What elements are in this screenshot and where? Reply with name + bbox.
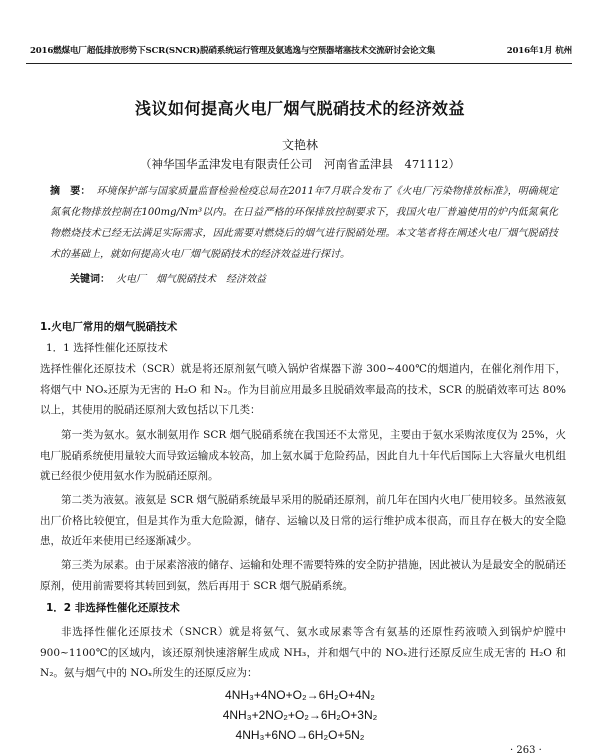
section-heading: 1.火电厂常用的烟气脱硝技术 [40,321,178,333]
journal-name: 2016燃煤电厂超低排放形势下SCR(SNCR)脱硝系统运行管理及氨逃逸与空预器堵塞技术交流研讨会论文集 [30,46,436,56]
author-affiliation: （神华国华孟津发电有限责任公司 河南省孟津县 471112） [140,157,460,171]
page-number: · 263 · [510,745,542,756]
author-name: 文艳林 [281,138,318,152]
paragraph-liquid-ammonia: 第二类为液氨。液氨是 SCR 烟气脱硝系统最早采用的脱硝还原剂，前几年在国内火电厂使用较多。虽然液氨出厂价格比较便宜，但是其作为重大危险源，储存、运输以及日常的运行维护成本很高，而且存在极大的安全隐患，故近年来使用已经逐渐减少。 [40,494,566,548]
paragraph-sncr: 非选择性催化还原技术（SNCR）就是将氨气、氨水或尿素等含有氨基的还原性药液喷入到锅炉炉膛中 900~1100℃的区域内，该还原剂快速溶解生成成 NH₃，并和烟气中的 NOₓ进行还原反应生成无害的 H₂O 和 N₂。氨与烟气中的 NOₓ所发生的还原反应为： [40,626,566,680]
reaction-equation: 4NH₃+4NO+O₂→6H₂O+4N₂ [225,688,375,702]
header-date: 2016年1月 杭州 [506,46,572,56]
header-rule [26,63,572,64]
keywords [70,270,266,285]
reaction-equation: 4NH₃+2NO₂+O₂→6H₂O+3N₂ [222,708,378,722]
subsection-heading: 1．1 选择性催化还原技术 [46,342,168,354]
paragraph-ammonia-water: 第一类为氨水。氨水制氨用作 SCR 烟气脱硝系统在我国还不太常见，主要由于氨水采购浓度仅为 25%，火电厂脱硝系统使用量较大而导致运输成本较高，加上氨水属于危险药品，因此自九十年代后国际上大容量火电机组就已经很少使用氨水作为脱硝还原剂。 [40,429,566,483]
subsection-heading: 1．2 非选择性催化还原技术 [46,602,180,614]
keywords-label: 关键词： [70,274,110,285]
running-header [30,44,572,56]
paragraph-urea: 第三类为尿素。由于尿素溶液的储存、运输和处理不需要特殊的安全防护措施，因此被认为是最安全的脱硝还原剂，使用前需要将其转回到氨，然后再用于 SCR 烟气脱硝系统。 [40,559,566,592]
abstract-text: 环境保护部与国家质量监督检验检疫总局在2011年7月联合发布了《火电厂污染物排放标准》，明确规定氮氧化物排放控制在100mg/Nm³以内。在日益严格的环保排放控制要求下，我国火电厂普遍使用的炉内低氮氧化物燃烧技术已经无法满足实际需求，因此需要对燃烧后的烟气进行脱硝处理。本文笔者将在阐述火电厂烟气脱硝技术的基础上，就如何提高火电厂烟气脱硝技术的经济效益进行探讨。 [50,186,559,260]
reaction-equation: 4NH₃+6NO→6H₂O+5N₂ [235,728,365,742]
paragraph-scr-intro: 选择性催化还原技术（SCR）就是将还原剂氨气喷入锅炉省煤器下游 300~400℃的烟道内，在催化剂作用下，将烟气中 NOₓ还原为无害的 H₂O 和 N₂。作为目前应用最多且脱硝效率最高的技术，SCR 的脱硝效率可达 80%以上，其使用的脱硝还原剂大致包括以下几类： [40,363,566,417]
abstract [50,181,558,265]
article-title: 浅议如何提高火电厂烟气脱硝技术的经济效益 [134,99,465,118]
keywords-text: 火电厂 烟气脱硝技术 经济效益 [116,274,266,285]
abstract-label: 摘 要： [50,186,91,197]
